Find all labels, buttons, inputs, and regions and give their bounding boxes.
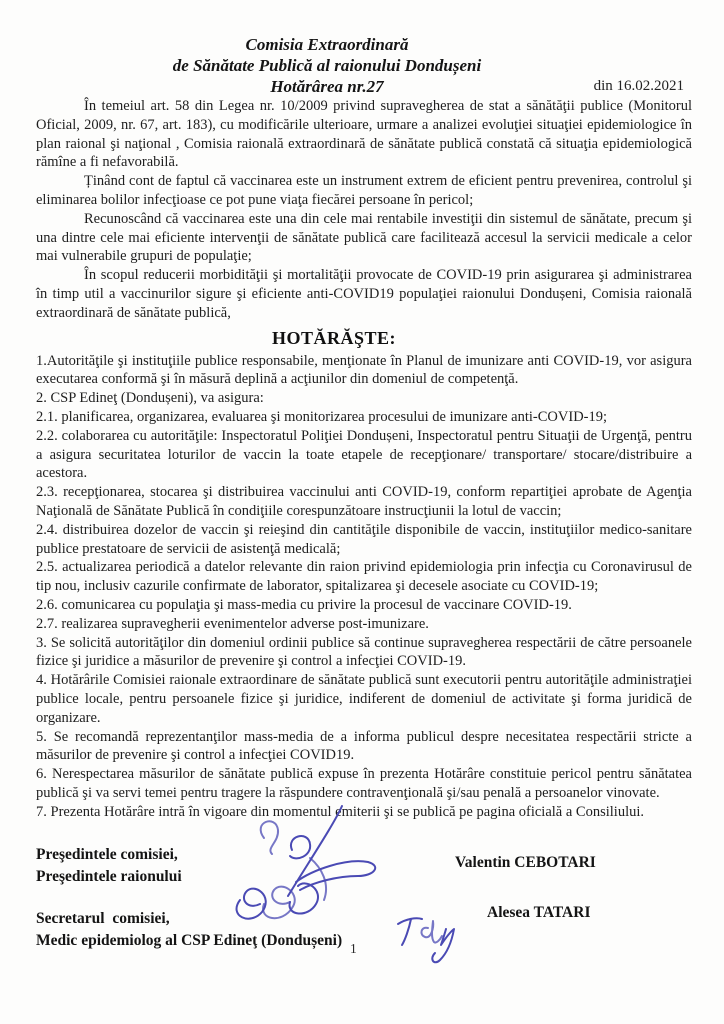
decision-item: 3. Se solicită autorităţilor din domeniul ordinii publice să continue supravegherea respectării de către persoanele fizice şi juridice a măsurilor de prevenire şi control a infecţiei COVID-19. [36,634,692,670]
president-title-line-1: Preşedintele comisiei, [36,846,178,863]
title-line-3: Hotărârea nr.27 [270,77,384,96]
preamble-paragraph: Ținând cont de faptul că vaccinarea este un instrument extrem de eficient pentru prevenirea, controlul şi eliminarea bolilor infecţioase ce pot pune viaţa fiecărei persoane în pericol; [36,173,692,208]
preamble [36,97,692,323]
title-line-2: de Sănătate Publică al raionului Dondușeni [172,56,482,75]
decision-item: 2.1. planificarea, organizarea, evaluarea şi monitorizarea procesului de imunizare anti-COVID-19; [36,408,608,425]
decision-item: 2.3. recepţionarea, stocarea şi distribuirea vaccinului anti COVID-19, conform repartiţiei aprobate de Agenţia Naţională de Sănătate Publică în condiţiile corespunzătoare instrucţiunii la lotul de vaccin; [36,484,692,519]
decision-heading: HOTĂRĂŞTE: [271,327,397,348]
title-line-1: Comisia Extraordinară [245,35,409,54]
page-number: 1 [350,941,357,956]
president-title-line-2: Preşedintele raionului [36,868,182,885]
president-title [36,844,182,888]
preamble-paragraph: Recunoscând că vaccinarea este una din cele mai rentabile investiţii din sistemul de sănătate, precum şi una dintre cele mai eficiente intervenţii de sănătate publică care facilitează accesul la servicii medicale a celor mai vulnerabile grupuri de populaţie; [36,210,692,265]
secretary-title-line-1: Secretarul comisiei, [36,910,170,927]
decision-item: 2.5. actualizarea periodică a datelor relevante din raion privind epidemiologia prin infecţia cu Coronavirusul de tip nou, inclusiv cazurile confirmate de laborator, spitalizarea şi decesele asociate cu COVID-19; [36,559,692,595]
secretary-name: Alesea TATARI [487,904,591,921]
president-name: Valentin CEBOTARI [455,854,596,871]
decision-item: 2.4. distribuirea dozelor de vaccin şi reieşind din cantităţile disponibile de vaccin, instituţiilor medico-sanitare publice prestatoare de servicii de asistenţă medicală; [36,521,692,557]
document-date: din 16.02.2021 [593,78,684,94]
document-content [36,0,692,821]
decision-items [36,352,692,822]
decision-item: 1.Autorităţile şi instituţiile publice responsabile, menţionate în Planul de imunizare anti COVID-19, vor asigura executarea conformă şi în măsură deplină a acţiunilor din domeniul de competenţă. [36,352,692,388]
preamble-paragraph: În temeiul art. 58 din Legea nr. 10/2009 privind supravegherea de stat a sănătăţii publice (Monitorul Oficial, 2009, nr. 67, art. 183), cu modificările ulterioare, urmare a analizei evoluţiei situaţiei epidemiologice în plan raional şi naţional , Comisia raională extraordinară de sănătate publică constată că situaţia epidemiologică rămîne a fi nefavorabilă. [36,98,692,171]
preamble-paragraph: În scopul reducerii morbidităţii şi mortalităţii provocate de COVID-19 prin asigurarea şi administrarea în timp util a vaccinurilor sigure şi eficiente anti-COVID19 populaţiei raionului Dondușeni, Comisia raională extraordinară de sănătate publică, [36,267,692,321]
decision-item: 6. Nerespectarea măsurilor de sănătate publică expuse în prezenta Hotărâre constituie pericol pentru sănătatea publică şi va servi temei pentru tragere la răspundere contravenţională şi/sau penală a persoanelor vinovate. [36,766,692,801]
decision-item: 2. CSP Edineţ (Dondușeni), va asigura: [36,390,264,407]
decision-item: 2.2. colaborarea cu autorităţile: Inspectoratul Poliţiei Dondușeni, Inspectoratul pentru Situaţii de Urgenţă, pentru a asigura securitatea loturilor de vaccin la toate etapele de recepţionare/ transportare/ stocare/distribuire a acestora. [36,427,692,482]
secretary-signature-ink [388,898,472,970]
decision-item: 7. Prezenta Hotărâre intră în vigoare din momentul emiterii şi se publică pe pagina oficială a Consiliului. [36,803,645,820]
decision-item: 5. Se recomandă reprezentanţilor mass-media de a informa publicul despre necesitatea respectării stricte a măsurilor de prevenire şi control a infecţiei COVID19. [36,728,692,764]
document-body [36,97,692,821]
document-title [36,34,618,97]
decision-item: 2.7. realizarea supravegherii evenimentelor adverse post-imunizare. [36,615,429,632]
secretary-title [36,908,342,952]
decision-item: 2.6. comunicarea cu populaţia şi mass-media cu privire la procesul de vaccinare COVID-19. [36,596,572,613]
decision-item: 4. Hotărârile Comisiei raionale extraordinare de sănătate publică sunt executorii pentru autorităţile administraţiei publice locale, pentru persoanele fizice şi juridice, indiferent de domeniul de activitate şi forma juridică de organizare. [36,672,692,726]
secretary-title-line-2: Medic epidemiolog al CSP Edineţ (Dondușeni) [36,932,343,949]
